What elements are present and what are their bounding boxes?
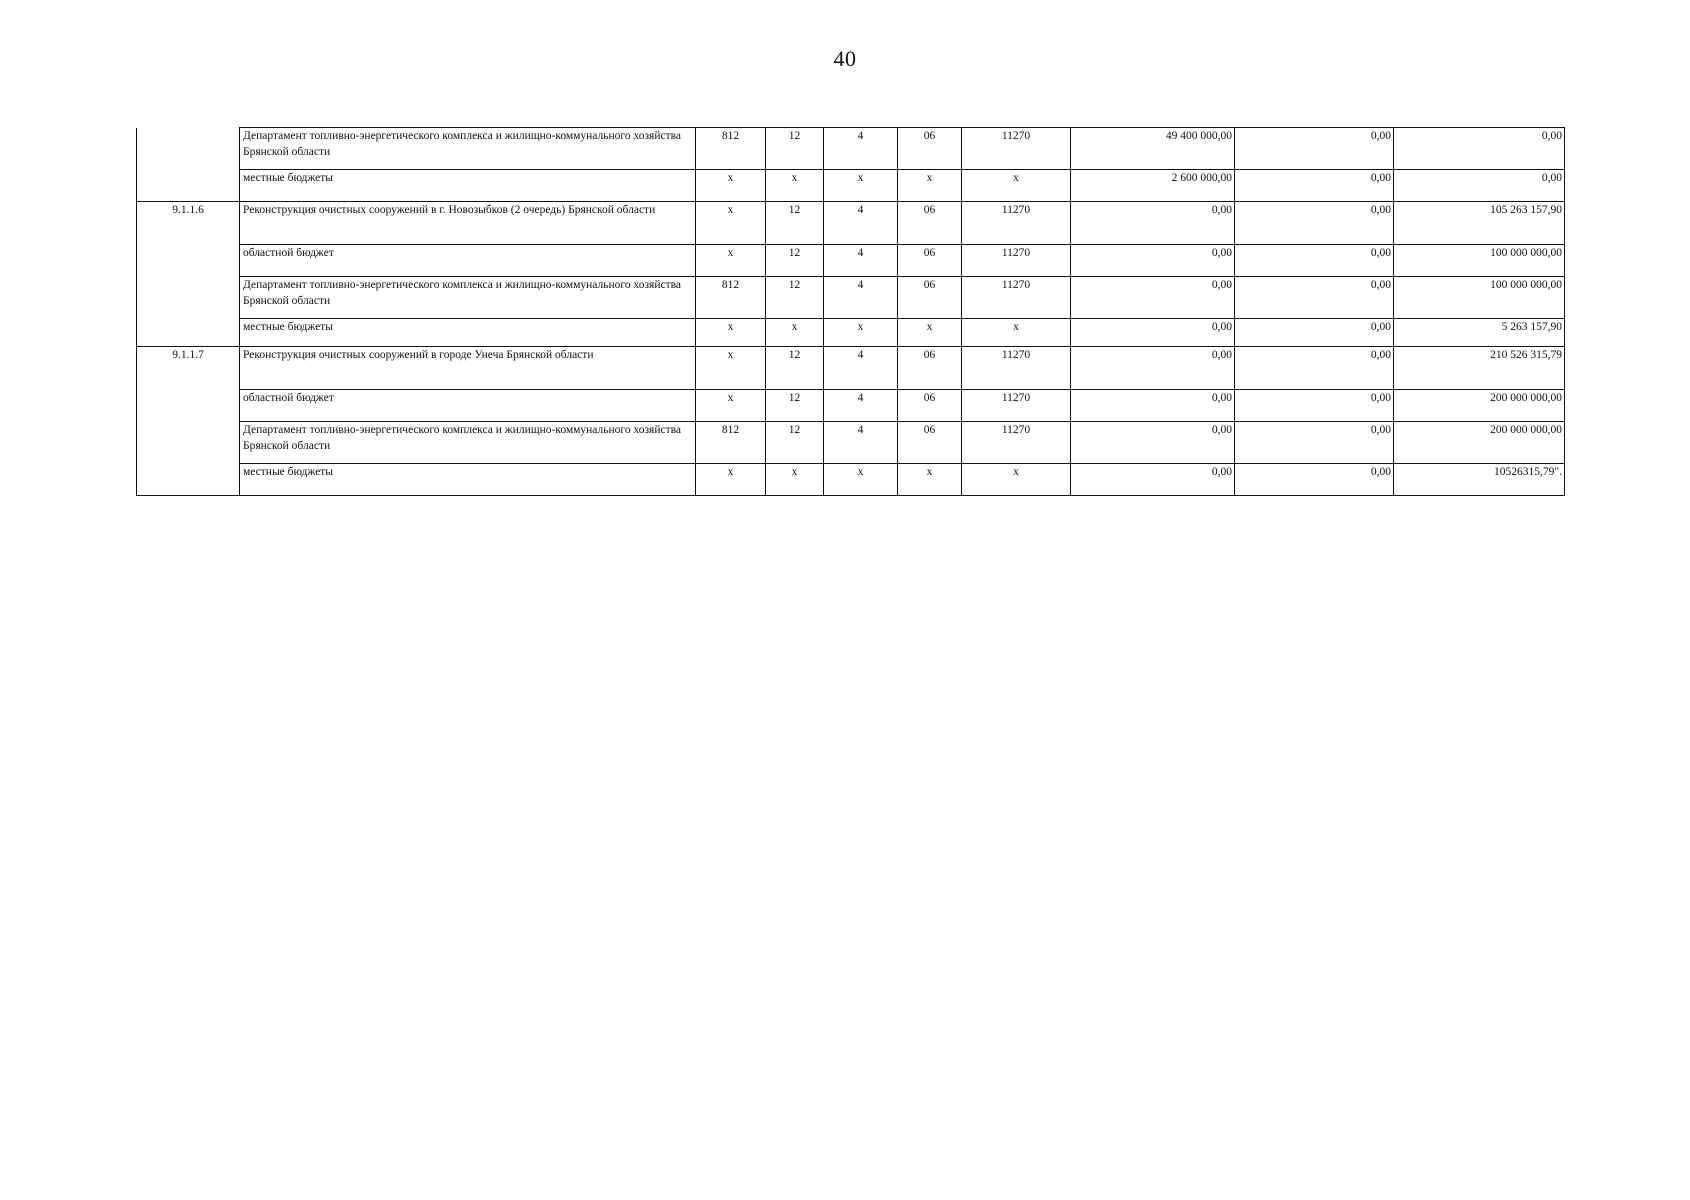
row-c3: 4: [824, 422, 898, 464]
row-c1: x: [696, 464, 766, 496]
row-c4: x: [898, 464, 962, 496]
row-c1: x: [696, 245, 766, 277]
table-row: [137, 319, 1565, 347]
budget-table: [136, 127, 1565, 496]
row-c5: x: [962, 319, 1071, 347]
row-c2: 12: [766, 245, 824, 277]
row-c2: x: [766, 464, 824, 496]
row-v2: 0,00: [1235, 170, 1394, 202]
row-c5: x: [962, 170, 1071, 202]
row-name: местные бюджеты: [240, 319, 696, 347]
row-c4: 06: [898, 422, 962, 464]
row-code: 9.1.1.7: [137, 347, 240, 496]
row-v2: 0,00: [1235, 422, 1394, 464]
row-name: местные бюджеты: [240, 464, 696, 496]
table-row: [137, 464, 1565, 496]
row-v3: 0,00: [1394, 170, 1565, 202]
row-c3: 4: [824, 347, 898, 390]
row-c1: x: [696, 390, 766, 422]
row-c5: 11270: [962, 202, 1071, 245]
row-c1: 812: [696, 128, 766, 170]
row-name: Департамент топливно-энергетического комплекса и жилищно-коммунального хозяйства Брянской области: [240, 277, 696, 319]
row-code: [137, 128, 240, 202]
row-c3: 4: [824, 128, 898, 170]
row-c5: 11270: [962, 128, 1071, 170]
table-row: [137, 390, 1565, 422]
row-c5: 11270: [962, 390, 1071, 422]
table-row: [137, 347, 1565, 390]
page-number: 40: [833, 46, 857, 71]
row-v2: 0,00: [1235, 390, 1394, 422]
row-c2: x: [766, 170, 824, 202]
row-c5: x: [962, 464, 1071, 496]
row-name: Департамент топливно-энергетического комплекса и жилищно-коммунального хозяйства Брянской области: [240, 422, 696, 464]
row-c3: 4: [824, 245, 898, 277]
row-c1: 812: [696, 277, 766, 319]
table-row: [137, 170, 1565, 202]
row-c4: 06: [898, 202, 962, 245]
row-v2: 0,00: [1235, 319, 1394, 347]
row-c1: x: [696, 170, 766, 202]
row-c2: 12: [766, 128, 824, 170]
table-row: [137, 277, 1565, 319]
row-v3: 200 000 000,00: [1394, 422, 1565, 464]
row-c2: 12: [766, 202, 824, 245]
row-v1: 0,00: [1071, 390, 1235, 422]
row-v1: 49 400 000,00: [1071, 128, 1235, 170]
row-name: областной бюджет: [240, 245, 696, 277]
row-v2: 0,00: [1235, 202, 1394, 245]
row-name: Департамент топливно-энергетического комплекса и жилищно-коммунального хозяйства Брянской области: [240, 128, 696, 170]
row-c4: 06: [898, 277, 962, 319]
row-v3: 100 000 000,00: [1394, 277, 1565, 319]
row-v1: 0,00: [1071, 422, 1235, 464]
row-v1: 0,00: [1071, 245, 1235, 277]
row-v3: 0,00: [1394, 128, 1565, 170]
row-c4: 06: [898, 347, 962, 390]
row-c2: 12: [766, 422, 824, 464]
row-v3: 200 000 000,00: [1394, 390, 1565, 422]
row-c5: 11270: [962, 277, 1071, 319]
row-name: местные бюджеты: [240, 170, 696, 202]
row-c3: x: [824, 170, 898, 202]
row-c2: x: [766, 319, 824, 347]
table-row: [137, 202, 1565, 245]
row-v2: 0,00: [1235, 245, 1394, 277]
row-c5: 11270: [962, 347, 1071, 390]
row-v1: 0,00: [1071, 347, 1235, 390]
row-c2: 12: [766, 390, 824, 422]
row-c3: 4: [824, 277, 898, 319]
row-name: областной бюджет: [240, 390, 696, 422]
row-c3: 4: [824, 202, 898, 245]
table-row: [137, 245, 1565, 277]
row-v3: 105 263 157,90: [1394, 202, 1565, 245]
row-v3: 210 526 315,79: [1394, 347, 1565, 390]
row-v1: 2 600 000,00: [1071, 170, 1235, 202]
row-c1: 812: [696, 422, 766, 464]
row-v2: 0,00: [1235, 347, 1394, 390]
row-c3: 4: [824, 390, 898, 422]
row-c5: 11270: [962, 422, 1071, 464]
row-c4: x: [898, 170, 962, 202]
row-name: Реконструкция очистных сооружений в городе Унеча Брянской области: [240, 347, 696, 390]
row-v1: 0,00: [1071, 464, 1235, 496]
row-code: 9.1.1.6: [137, 202, 240, 347]
row-c4: 06: [898, 390, 962, 422]
row-c4: 06: [898, 245, 962, 277]
row-v2: 0,00: [1235, 464, 1394, 496]
row-v3: 100 000 000,00: [1394, 245, 1565, 277]
row-v2: 0,00: [1235, 277, 1394, 319]
table-row: [137, 128, 1565, 170]
row-v3: 5 263 157,90: [1394, 319, 1565, 347]
row-v2: 0,00: [1235, 128, 1394, 170]
table-row: [137, 422, 1565, 464]
row-c4: x: [898, 319, 962, 347]
row-c1: x: [696, 347, 766, 390]
row-v1: 0,00: [1071, 319, 1235, 347]
row-c1: x: [696, 202, 766, 245]
row-v3: 10526315,79".: [1394, 464, 1565, 496]
row-c2: 12: [766, 347, 824, 390]
row-c3: x: [824, 464, 898, 496]
row-c5: 11270: [962, 245, 1071, 277]
row-v1: 0,00: [1071, 277, 1235, 319]
row-name: Реконструкция очистных сооружений в г. Новозыбков (2 очередь) Брянской области: [240, 202, 696, 245]
row-v1: 0,00: [1071, 202, 1235, 245]
row-c4: 06: [898, 128, 962, 170]
row-c3: x: [824, 319, 898, 347]
row-c2: 12: [766, 277, 824, 319]
row-c1: x: [696, 319, 766, 347]
